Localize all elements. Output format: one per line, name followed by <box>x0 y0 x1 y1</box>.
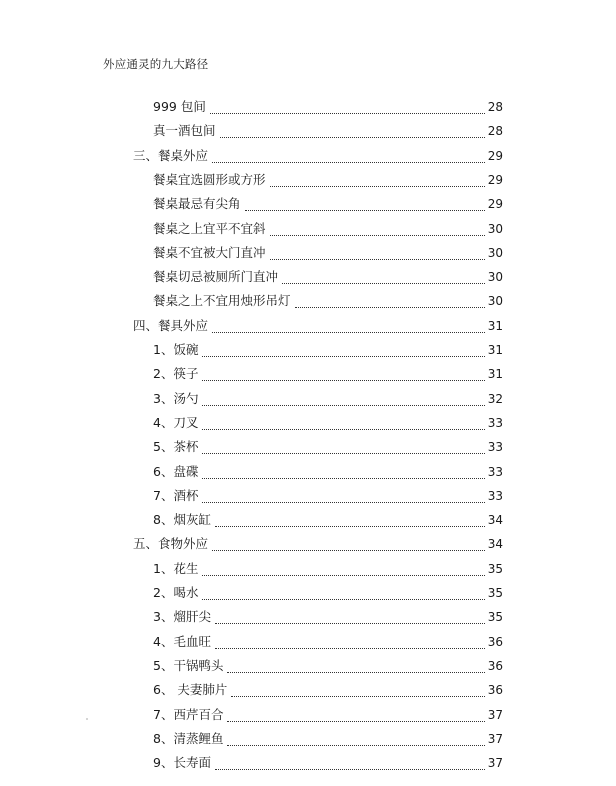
toc-entry-page-number: 32 <box>487 391 503 406</box>
toc-entry-page-number: 28 <box>487 124 503 139</box>
dot-leader <box>215 768 485 770</box>
toc-entry-label: 3、汤勺 <box>153 390 199 406</box>
toc-entry-label: 1、花生 <box>153 560 199 576</box>
toc-entry-label: 9、长寿面 <box>153 755 211 771</box>
toc-entry[interactable] <box>153 97 503 117</box>
toc-entry-label: 餐桌切忌被厕所门直冲 <box>153 269 279 285</box>
dot-leader <box>202 452 484 454</box>
dot-leader <box>212 331 485 333</box>
toc-entry-label: 真一酒包间 <box>153 123 216 139</box>
toc-entry[interactable] <box>153 413 503 433</box>
toc-entry-page-number: 28 <box>487 100 503 114</box>
dot-leader <box>282 282 485 284</box>
toc-entry-page-number: 30 <box>487 245 503 260</box>
running-header: 外应通灵的九大路径 <box>103 57 209 71</box>
toc-entry[interactable] <box>153 729 503 749</box>
dot-leader <box>227 671 484 673</box>
toc-entry-label: 2、喝水 <box>153 585 199 600</box>
toc-entry-page-number: 29 <box>487 148 503 163</box>
toc-entry-label: 1、饭碗 <box>153 342 199 357</box>
toc-entry-page-number: 37 <box>487 731 503 746</box>
toc-entry-page-number: 36 <box>487 683 503 698</box>
toc-entry-page-number: 36 <box>487 658 503 673</box>
toc-entry[interactable] <box>153 632 503 652</box>
toc-entry-label: 五、食物外应 <box>133 536 209 552</box>
toc-entry-label: 6、 夫妻肺片 <box>153 682 228 698</box>
toc-section-entry[interactable] <box>133 534 503 554</box>
dot-leader <box>270 185 485 187</box>
toc-entry-label: 8、烟灰缸 <box>153 512 211 528</box>
toc-entry-label: 3、熘肝尖 <box>153 609 211 625</box>
dot-leader <box>202 598 484 600</box>
toc-section-entry[interactable] <box>133 316 503 336</box>
toc-entry-page-number: 35 <box>487 610 503 625</box>
toc-entry[interactable] <box>153 437 503 457</box>
toc-entry-label: 2、筷子 <box>153 366 199 382</box>
toc-entry-page-number: 33 <box>487 440 503 455</box>
dot-leader <box>220 136 485 138</box>
toc-entry[interactable] <box>153 170 503 190</box>
toc-entry-page-number: 30 <box>487 270 503 285</box>
dot-leader <box>202 574 484 576</box>
dot-leader <box>270 258 485 260</box>
toc-entry-label: 餐桌宜选圆形或方形 <box>153 171 266 187</box>
toc-entry[interactable] <box>153 607 503 627</box>
toc-entry-label: 7、西芹百合 <box>153 706 224 722</box>
dot-leader <box>210 112 485 114</box>
toc-entry[interactable] <box>153 243 503 263</box>
toc-entry-label: 4、刀叉 <box>153 414 199 430</box>
toc-entry-label: 三、餐桌外应 <box>133 147 209 163</box>
toc-entry-label: 餐桌之上宜平不宜斜 <box>153 220 266 236</box>
dot-leader <box>212 161 485 163</box>
toc-entry-label: 8、清蒸鲤鱼 <box>153 730 224 746</box>
toc-entry-page-number: 30 <box>487 294 503 309</box>
toc-entry[interactable] <box>153 340 503 360</box>
toc-entry-label: 餐桌之上不宜用烛形吊灯 <box>153 293 291 309</box>
toc-entry-page-number: 30 <box>487 221 503 236</box>
toc-entry-page-number: 31 <box>487 367 503 382</box>
toc-entry-page-number: 36 <box>487 634 503 649</box>
toc-entry-label: 5、干锅鸭头 <box>153 657 224 673</box>
toc-entry-label: 6、盘碟 <box>153 463 199 479</box>
toc-entry[interactable] <box>153 364 503 384</box>
dot-leader <box>202 379 484 381</box>
dot-leader <box>295 306 485 308</box>
toc-entry-label: 餐桌不宜被大门直冲 <box>153 244 266 260</box>
dot-leader <box>270 234 485 236</box>
toc-entry-page-number: 34 <box>487 513 503 528</box>
dot-leader <box>245 209 485 211</box>
toc-entry[interactable] <box>153 486 503 506</box>
dot-leader <box>231 695 484 697</box>
toc-entry-page-number: 37 <box>487 756 503 771</box>
toc-entry-page-number: 35 <box>487 586 503 600</box>
toc-entry-page-number: 29 <box>487 172 503 187</box>
toc-entry-page-number: 29 <box>487 197 503 212</box>
toc-entry-label: 四、餐具外应 <box>133 317 209 333</box>
dot-leader <box>215 647 485 649</box>
toc-entry[interactable] <box>153 121 503 141</box>
toc-entry-label: 5、茶杯 <box>153 439 199 455</box>
toc-entry-page-number: 33 <box>487 464 503 479</box>
toc-entry[interactable] <box>153 510 503 530</box>
dot-leader <box>215 622 485 624</box>
toc-entry[interactable] <box>153 389 503 409</box>
toc-entry[interactable] <box>153 194 503 214</box>
toc-entry[interactable] <box>153 559 503 579</box>
toc-entry-page-number: 34 <box>487 537 503 552</box>
dot-leader <box>202 355 484 357</box>
dot-leader <box>227 720 484 722</box>
toc-entry[interactable] <box>153 583 503 603</box>
toc-entry-page-number: 33 <box>487 415 503 430</box>
toc-entry-label: 4、毛血旺 <box>153 633 211 649</box>
toc-section-entry[interactable] <box>133 146 503 166</box>
dot-leader <box>202 404 484 406</box>
dot-leader <box>212 549 485 551</box>
toc-entry[interactable] <box>153 705 503 725</box>
scan-speck <box>86 718 88 720</box>
dot-leader <box>227 744 484 746</box>
dot-leader <box>202 428 484 430</box>
dot-leader <box>202 477 484 479</box>
toc-entry[interactable] <box>153 267 503 287</box>
toc-entry-label: 7、酒杯 <box>153 487 199 503</box>
toc-entry[interactable] <box>153 680 503 700</box>
dot-leader <box>202 501 484 503</box>
toc-entry[interactable] <box>153 753 503 773</box>
toc-entry[interactable] <box>153 656 503 676</box>
toc-entry[interactable] <box>153 291 503 311</box>
toc-entry[interactable] <box>153 462 503 482</box>
dot-leader <box>215 525 485 527</box>
toc-entry-label: 999 包间 <box>153 99 206 114</box>
toc-entry-page-number: 31 <box>487 318 503 333</box>
toc-entry-page-number: 33 <box>487 488 503 503</box>
toc-entry-page-number: 35 <box>487 561 503 576</box>
toc-entry[interactable] <box>153 219 503 239</box>
toc-entry-label: 餐桌最忌有尖角 <box>153 196 241 212</box>
toc-entry-page-number: 37 <box>487 707 503 722</box>
toc-entry-page-number: 31 <box>487 343 503 357</box>
